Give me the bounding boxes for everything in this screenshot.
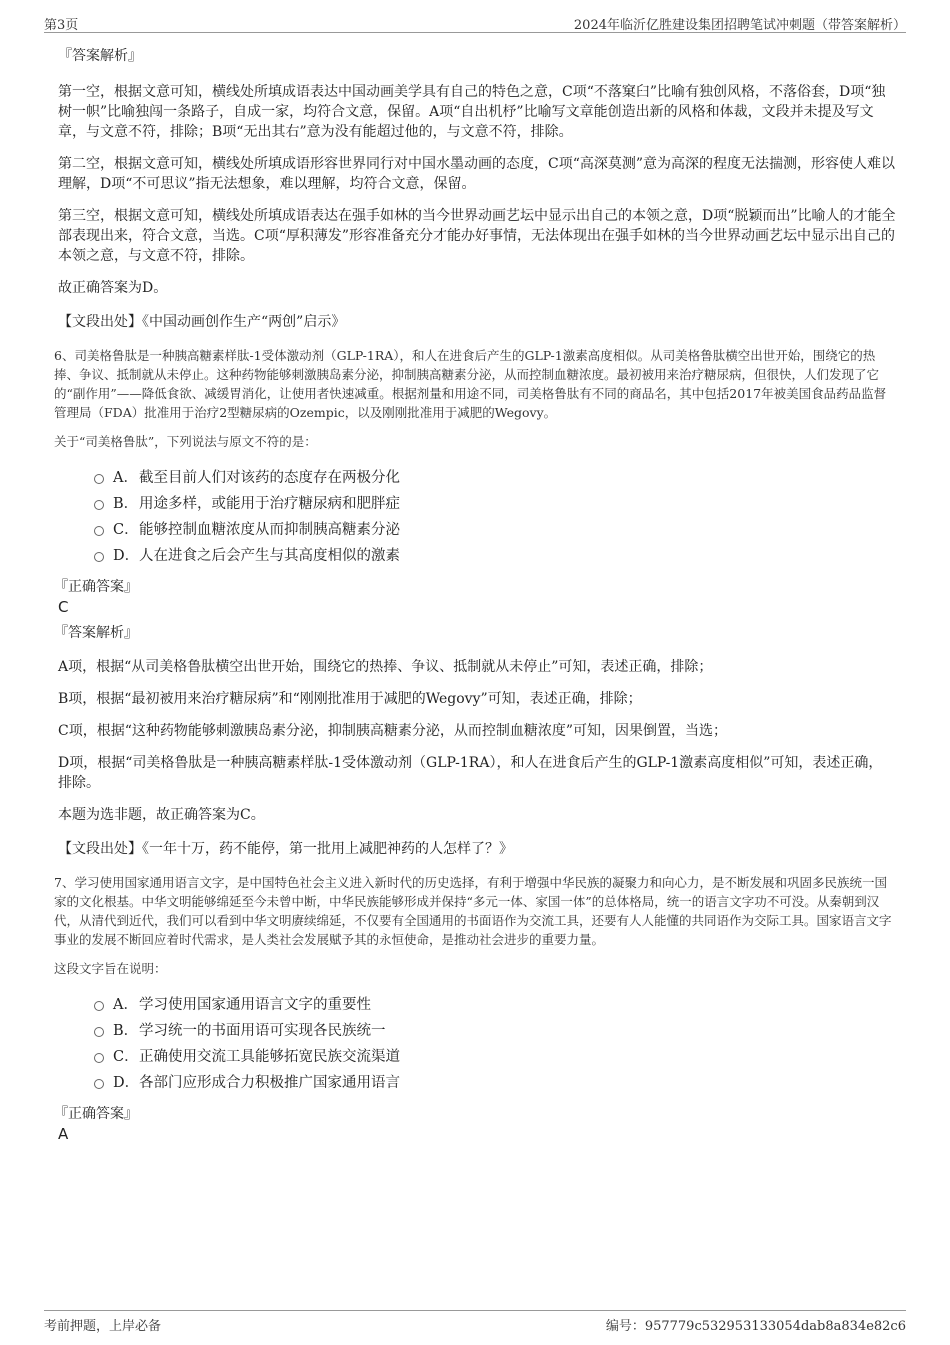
- radio-icon[interactable]: [94, 1001, 104, 1011]
- q6-option-c[interactable]: C．能够控制血糖浓度从而抑制胰高糖素分泌: [94, 517, 896, 543]
- q5-analysis-paragraph: 第一空，根据文意可知，横线处所填成语表达中国动画美学具有自己的特色之意，C项“不落窠臼”比喻有独创风格，不落俗套，D项“独树一帜”比喻独闯一条路子，自成一家，均符合文意，保留。A项“自出机杼”比喻写文章能创造出新的风格和体裁，文段并未提及写文章，与文意不符，排除；B项“无出其右”意为没有能超过他的，与文意不符，排除。: [58, 84, 886, 140]
- q7-answer-value: A: [58, 1125, 69, 1143]
- q7-option-c[interactable]: C．正确使用交流工具能够拓宽民族交流渠道: [94, 1044, 896, 1070]
- q6-answer-value: C: [58, 598, 69, 616]
- q6-option-b[interactable]: B．用途多样，或能用于治疗糖尿病和肥胖症: [94, 491, 896, 517]
- q6-source: 【文段出处】《一年十万，药不能停，第一批用上减肥神药的人怎样了？》: [58, 841, 513, 857]
- document-body: [54, 40, 896, 1150]
- q6-question-text: 6、司美格鲁肽是一种胰高糖素样肽-1受体激动剂（GLP-1RA），和人在进食后产生的GLP-1激素高度相似。从司美格鲁肽横空出世开始，围绕它的热捧、争议、抵制就从未停止。这种药物能够刺激胰岛素分泌，抑制胰高糖素分泌，从而控制血糖浓度。最初被用来治疗糖尿病，但很快，人们发现了它的“副作用”——降低食欲、减缓胃消化，让使用者快速减重。根据剂量和用途不同，司美格鲁肽有不同的商品名，其中包括2017年被美国食品药品监督管理局（FDA）批准用于治疗2型糖尿病的Ozempic，以及刚刚批准用于减肥的Wegovy。: [54, 348, 887, 420]
- page-header: [44, 12, 906, 33]
- q6-option-d[interactable]: D．人在进食之后会产生与其高度相似的激素: [94, 543, 896, 569]
- radio-icon[interactable]: [94, 1027, 104, 1037]
- q7-question-prompt: 这段文字旨在说明：: [54, 961, 167, 976]
- footer-slogan: 考前押题，上岸必备: [44, 1319, 162, 1334]
- q6-analysis-paragraph: A项，根据“从司美格鲁肽横空出世开始，围绕它的热捧、争议、抵制就从未停止”可知，表述正确，排除；: [58, 659, 713, 675]
- q7-option-a[interactable]: A．学习使用国家通用语言文字的重要性: [94, 992, 896, 1018]
- q6-analysis-paragraph: C项，根据“这种药物能够刺激胰岛素分泌，抑制胰高糖素分泌，从而控制血糖浓度”可知，因果倒置，当选；: [58, 723, 728, 739]
- q7-answer-label: 『正确答案』: [54, 1106, 138, 1122]
- q6-answer-label: 『正确答案』: [54, 579, 138, 595]
- radio-icon[interactable]: [94, 474, 104, 484]
- q5-conclusion: 故正确答案为D。: [58, 280, 168, 296]
- radio-icon[interactable]: [94, 1079, 104, 1089]
- q6-conclusion: 本题为选非题，故正确答案为C。: [58, 807, 265, 823]
- q6-analysis-label: 『答案解析』: [54, 625, 138, 641]
- q7-option-b[interactable]: B．学习统一的书面用语可实现各民族统一: [94, 1018, 896, 1044]
- document-id: 编号：957779c532953133054dab8a834e82c6: [605, 1319, 906, 1334]
- page-footer: [44, 1310, 906, 1337]
- q6-analysis-paragraph: D项，根据“司美格鲁肽是一种胰高糖素样肽-1受体激动剂（GLP-1RA），和人在进食后产生的GLP-1激素高度相似”可知，表述正确，排除。: [58, 755, 883, 791]
- q6-options: [94, 465, 896, 569]
- q6-analysis-paragraph: B项，根据“最初被用来治疗糖尿病”和“刚刚批准用于减肥的Wegovy”可知，表述正确，排除；: [58, 691, 642, 707]
- page-number: 第3页: [44, 18, 79, 33]
- radio-icon[interactable]: [94, 552, 104, 562]
- radio-icon[interactable]: [94, 1053, 104, 1063]
- q5-analysis-label: 『答案解析』: [58, 48, 142, 64]
- q6-option-a[interactable]: A．截至目前人们对该药的态度存在两极分化: [94, 465, 896, 491]
- q7-option-d[interactable]: D．各部门应形成合力积极推广国家通用语言: [94, 1070, 896, 1096]
- q6-question-prompt: 关于“司美格鲁肽”，下列说法与原文不符的是：: [54, 434, 317, 449]
- q7-question-text: 7、学习使用国家通用语言文字，是中国特色社会主义进入新时代的历史选择，有利于增强中华民族的凝聚力和向心力，是不断发展和巩固多民族统一国家的文化根基。中华文明能够绵延至今未曾中断，中华民族能够形成并保持“多元一体、家国一体”的总体格局，统一的语言文字功不可没。从秦朝到汉代，从清代到近代，我们可以看到中华文明赓续绵延，不仅要有全国通用的书面语作为交流工具，还要有人人能懂的共同语作为交际工具。国家语言文字事业的发展不断回应着时代需求，是人类社会发展赋予其的永恒使命，是推动社会进步的重要力量。: [54, 875, 892, 947]
- q5-source: 【文段出处】《中国动画创作生产“两创”启示》: [58, 314, 346, 330]
- radio-icon[interactable]: [94, 526, 104, 536]
- q7-options: [94, 992, 896, 1096]
- document-title: 2024年临沂亿胜建设集团招聘笔试冲刺题（带答案解析）: [573, 18, 906, 33]
- q5-analysis-paragraph: 第三空，根据文意可知，横线处所填成语表达在强手如林的当今世界动画艺坛中显示出自己的本领之意，D项“脱颖而出”比喻人的才能全部表现出来，符合文意，当选。C项“厚积薄发”形容准备充分才能办好事情，无法体现出在强手如林的当今世界动画艺坛中显示出自己的本领之意，与文意不符，排除。: [58, 208, 896, 264]
- radio-icon[interactable]: [94, 500, 104, 510]
- q5-analysis-paragraph: 第二空，根据文意可知，横线处所填成语形容世界同行对中国水墨动画的态度，C项“高深莫测”意为高深的程度无法揣测，形容使人难以理解，D项“不可思议”指无法想象，难以理解，均符合文意，保留。: [58, 156, 896, 192]
